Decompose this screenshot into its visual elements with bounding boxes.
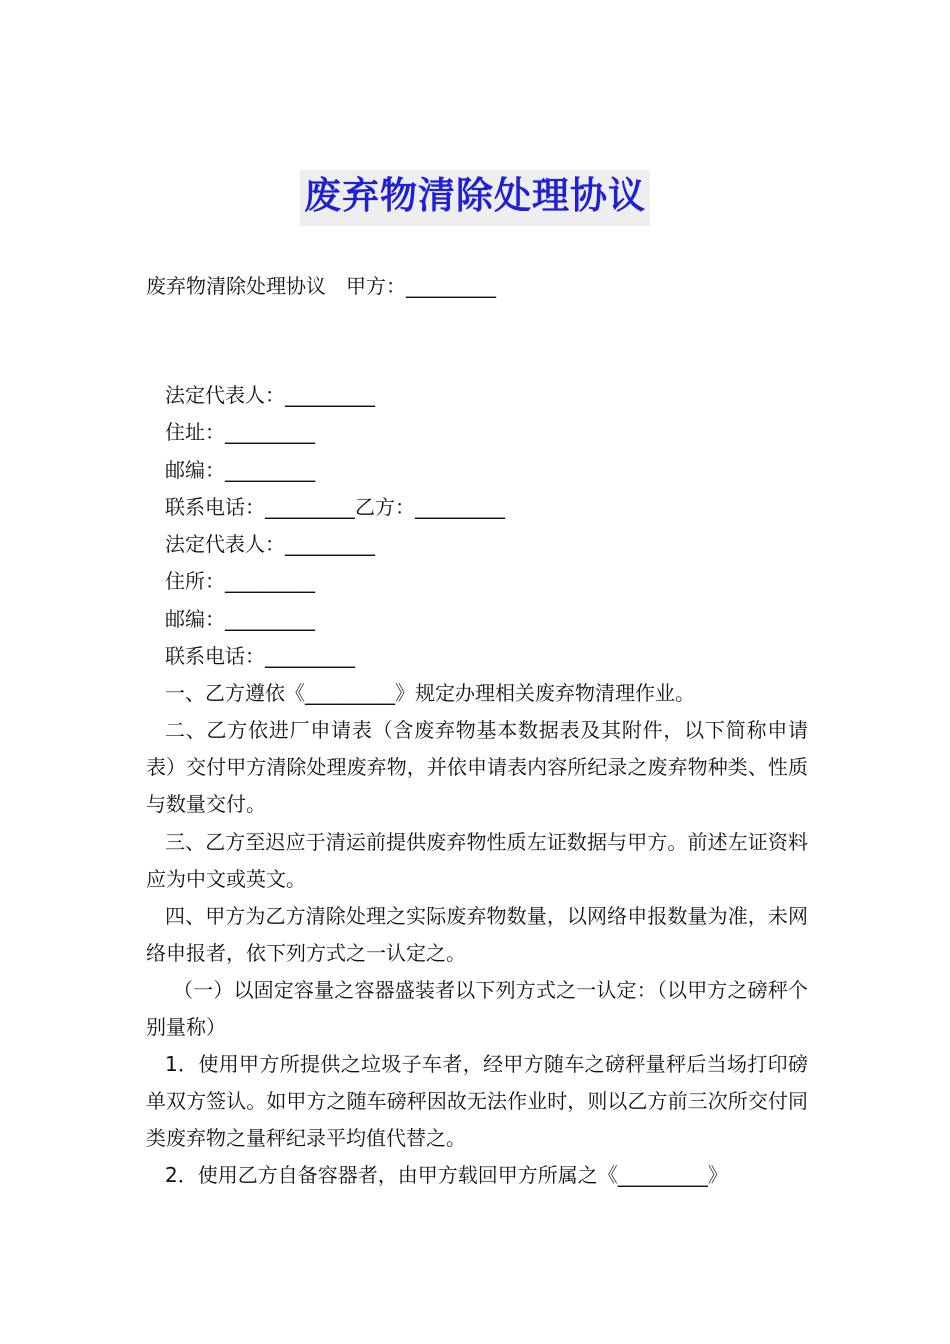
party-a-address: 住址：_________ xyxy=(165,420,315,444)
clause-1: 一、乙方遵依《_________》规定办理相关废弃物清理作业。 xyxy=(165,681,695,705)
intro-line: 废弃物清除处理协议 甲方：_________ xyxy=(146,274,496,298)
clause-4-sub-1-item-2: 2．使用乙方自备容器者，由甲方载回甲方所属之《_________》 xyxy=(165,1163,728,1187)
party-b-representative: 法定代表人：_________ xyxy=(165,532,375,556)
party-a-representative: 法定代表人：_________ xyxy=(165,383,375,407)
party-b-address: 住所：_________ xyxy=(165,569,315,593)
clause-4: 四、甲方为乙方清除处理之实际废弃物数量，以网络申报数量为准，未网络申报者，依下列方式之一认定之。 xyxy=(146,904,808,965)
party-b-zip: 邮编：_________ xyxy=(165,607,315,631)
clause-4-sub-1: （一）以固定容量之容器盛装者以下列方式之一认定：（以甲方之磅秤个别量称） xyxy=(146,978,808,1039)
clause-4-sub-1-item-1: 1．使用甲方所提供之垃圾子车者，经甲方随车之磅秤量秤后当场打印磅单双方签认。如甲方之随车磅秤因故无法作业时，则以乙方前三次所交付同类废弃物之量秤纪录平均值代替之。 xyxy=(146,1052,808,1150)
party-a-phone-party-b: 联系电话：_________乙方：_________ xyxy=(165,495,505,519)
clause-3: 三、乙方至迟应于清运前提供废弃物性质左证数据与甲方。前述左证资料应为中文或英文。 xyxy=(146,830,808,891)
document-title-block xyxy=(0,170,950,226)
party-a-zip: 邮编：_________ xyxy=(165,458,315,482)
party-b-phone: 联系电话：_________ xyxy=(165,644,355,668)
document-title: 废弃物清除处理协议 xyxy=(300,170,650,226)
clause-2: 二、乙方依进厂申请表（含废弃物基本数据表及其附件，以下简称申请表）交付甲方清除处理废弃物，并依申请表内容所纪录之废弃物种类、性质与数量交付。 xyxy=(146,718,808,816)
